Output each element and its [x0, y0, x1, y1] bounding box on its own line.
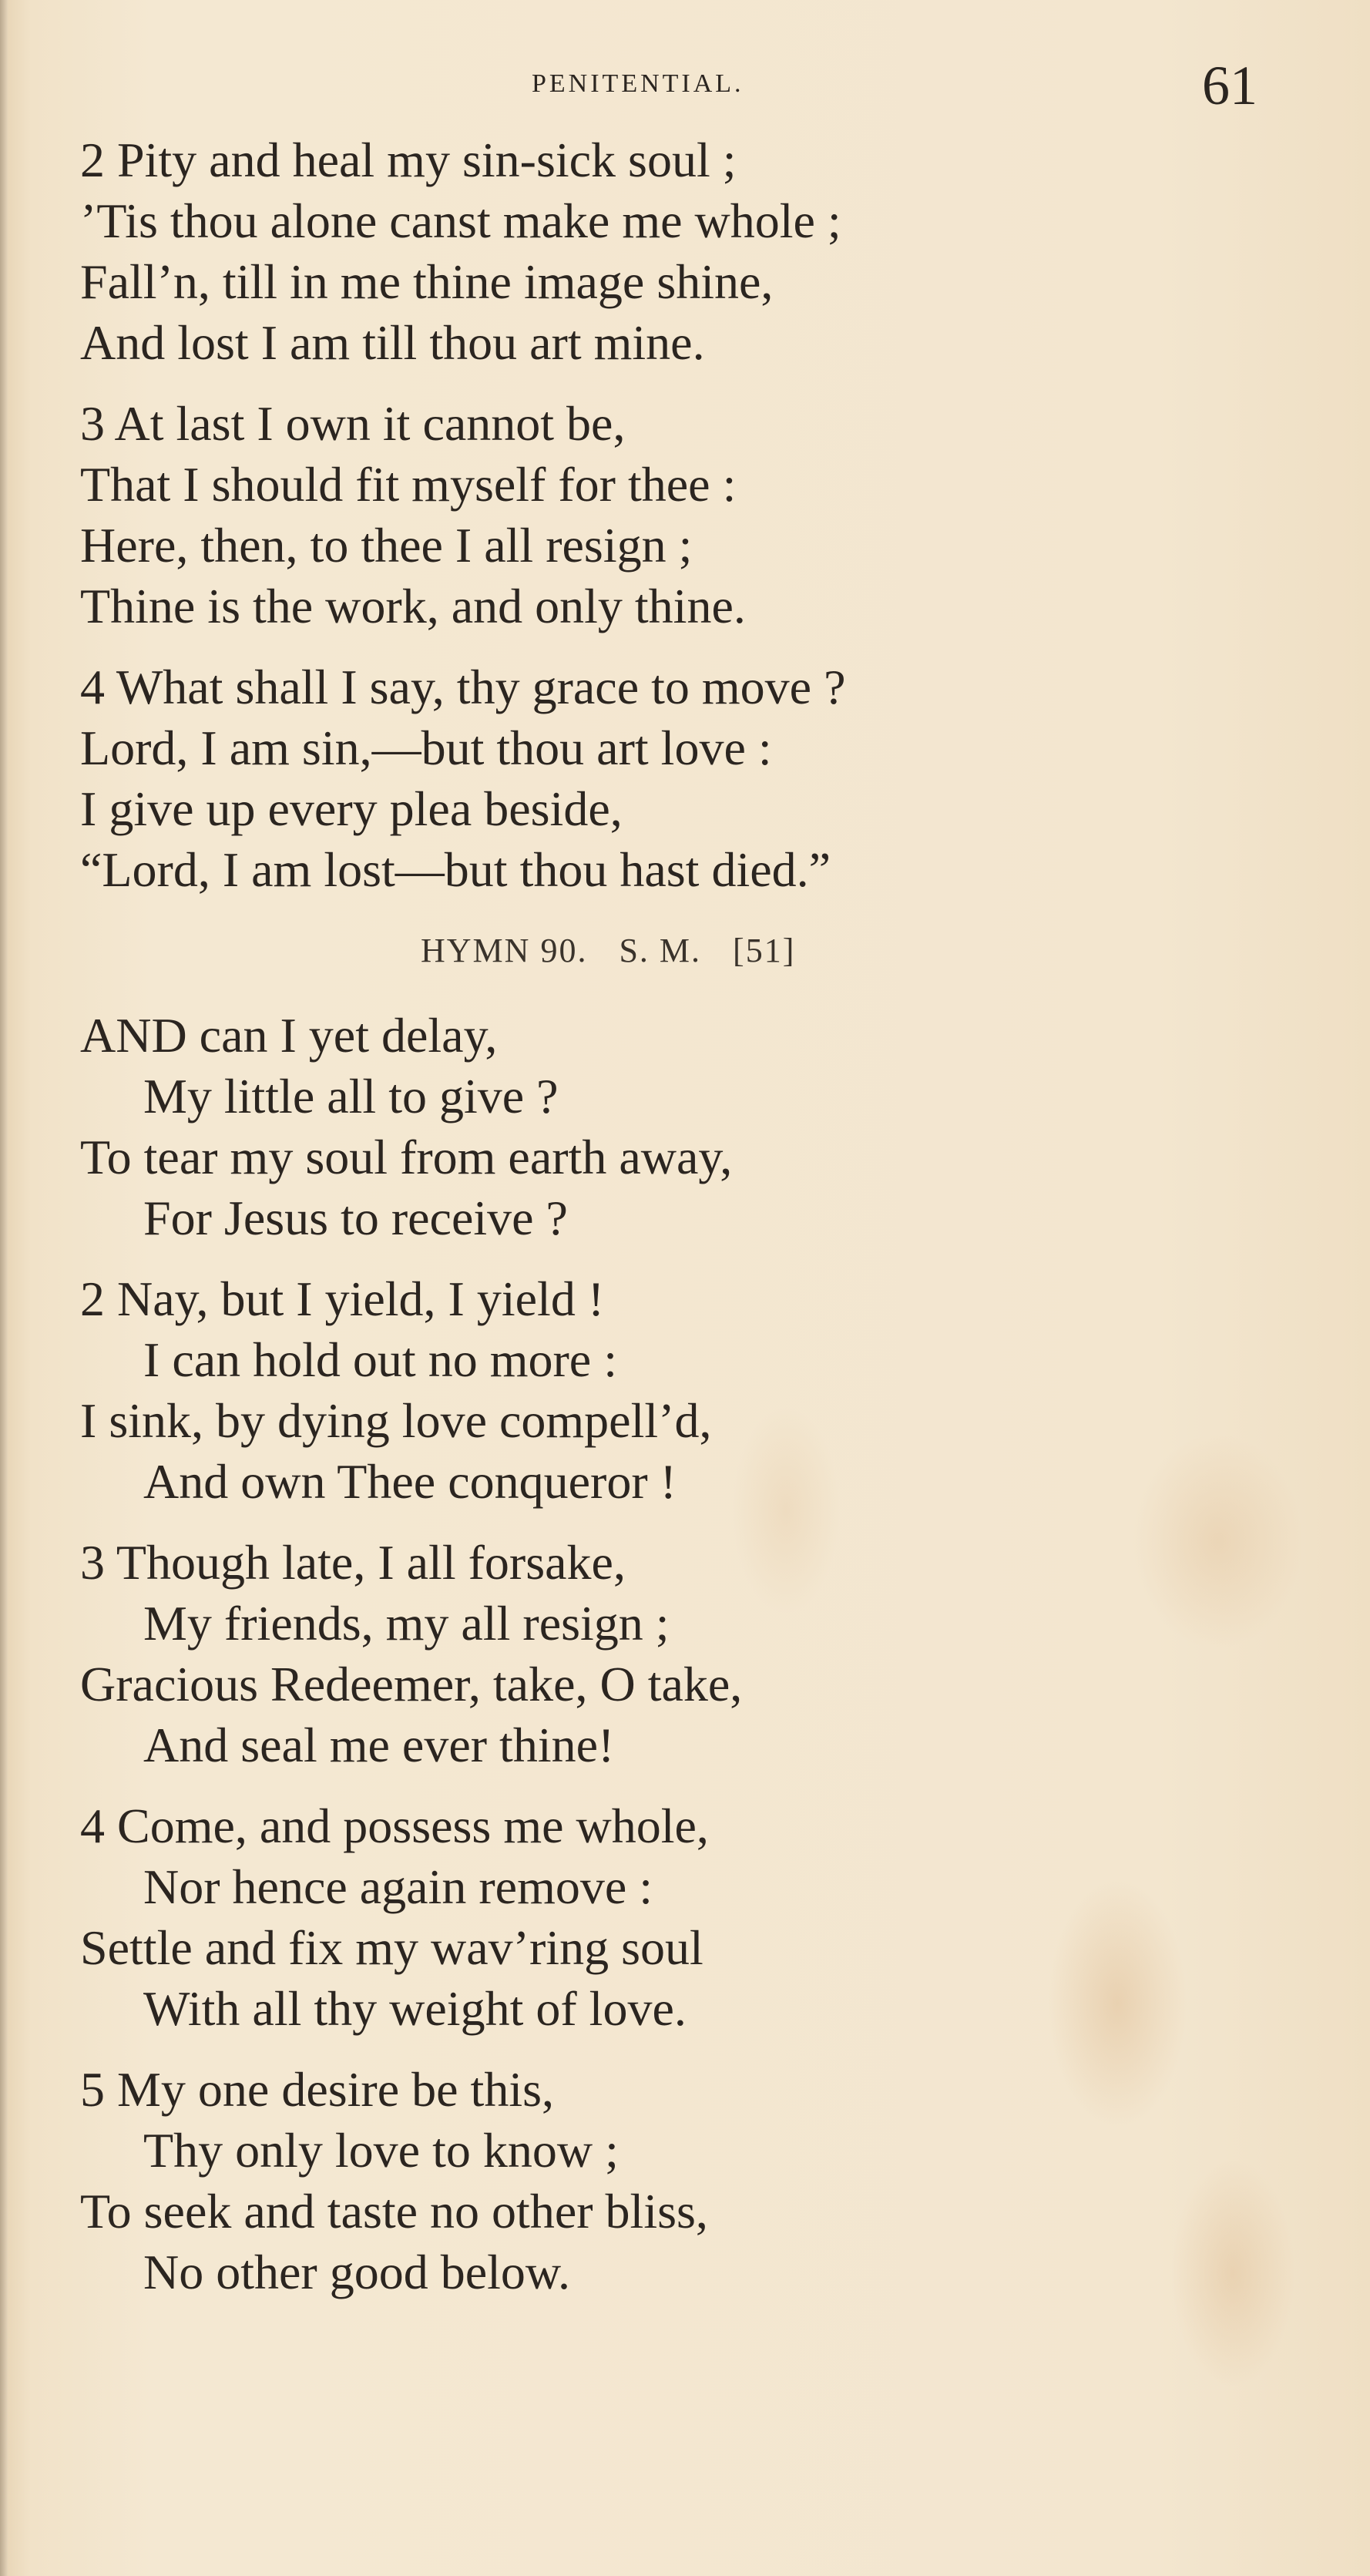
verse-line: My little all to give ? — [143, 1069, 559, 1123]
verse-line: For Jesus to receive ? — [143, 1191, 568, 1245]
running-head: PENITENTIAL. — [532, 69, 744, 98]
verse-line: And lost I am till thou art mine. — [80, 315, 705, 370]
verse-line: 2 Nay, but I yield, I yield ! — [80, 1271, 605, 1326]
verse-line: ’Tis thou alone canst make me whole ; — [80, 193, 841, 248]
verse-line: AND can I yet delay, — [80, 1008, 498, 1063]
verse-line: Nor hence again remove : — [143, 1859, 653, 1914]
page-gutter — [0, 0, 8, 2576]
stanza — [80, 1795, 1159, 2039]
stanza — [80, 1532, 1159, 1775]
verse-line: That I should fit myself for thee : — [80, 457, 737, 512]
verse-line: I give up every plea beside, — [80, 781, 623, 836]
verse-line: With all thy weight of love. — [143, 1981, 687, 2036]
verse-line: 2 Pity and heal my sin-sick soul ; — [80, 133, 737, 187]
verse-line: 3 Though late, I all forsake, — [80, 1535, 626, 1590]
verse-line: 4 What shall I say, thy grace to move ? — [80, 660, 846, 714]
verse-line: To seek and taste no other bliss, — [80, 2184, 708, 2238]
hymn-number: HYMN 90. — [421, 932, 588, 969]
verse-line: 3 At last I own it cannot be, — [80, 396, 626, 451]
verse-line: Settle and fix my wav’ring soul — [80, 1920, 703, 1975]
hymn-tune-reference: [51] — [733, 932, 796, 969]
verse-line: Gracious Redeemer, take, O take, — [80, 1657, 743, 1711]
stanza — [80, 1005, 1159, 1248]
verse-line: To tear my soul from earth away, — [80, 1130, 733, 1184]
stanza — [80, 1268, 1159, 1512]
verse-line: Thine is the work, and only thine. — [80, 579, 746, 633]
verse-line: I sink, by dying love compell’d, — [80, 1393, 712, 1448]
verse-line: Here, then, to thee I all resign ; — [80, 518, 693, 573]
hymn-text — [80, 129, 1159, 2322]
verse-line: No other good below. — [143, 2245, 570, 2299]
verse-line: 5 My one desire be this, — [80, 2062, 554, 2117]
verse-line: My friends, my all resign ; — [143, 1596, 670, 1651]
verse-line: 4 Come, and possess me whole, — [80, 1798, 709, 1853]
verse-line: Fall’n, till in me thine image shine, — [80, 254, 774, 309]
verse-line: Lord, I am sin,—but thou art love : — [80, 720, 772, 775]
page-number: 61 — [1202, 55, 1258, 116]
page-header — [0, 54, 1370, 116]
hymn-heading — [80, 928, 1159, 974]
stanza — [80, 657, 1159, 900]
verse-line: And seal me ever thine! — [143, 1718, 615, 1772]
stanza — [80, 2059, 1159, 2302]
stanza — [80, 393, 1159, 636]
verse-line: And own Thee conqueror ! — [143, 1454, 677, 1509]
verse-line: “Lord, I am lost—but thou hast died.” — [80, 842, 831, 897]
stanza — [80, 129, 1159, 373]
verse-line: Thy only love to know ; — [143, 2123, 619, 2178]
hymn-meter: S. M. — [619, 932, 702, 969]
verse-line: I can hold out no more : — [143, 1332, 617, 1387]
